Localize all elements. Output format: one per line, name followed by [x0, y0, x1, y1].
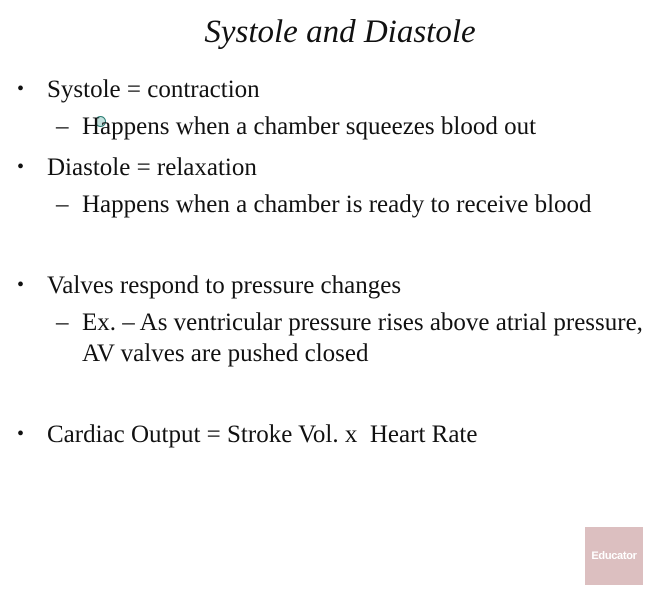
- spacer: [14, 378, 644, 418]
- sub-bullet-item: [14, 111, 644, 142]
- sub-bullet-dash: –: [56, 309, 69, 336]
- sub-bullet-item: [14, 307, 644, 369]
- sub-bullet-text: Happens when a chamber is ready to receive blood: [82, 191, 592, 218]
- bullet-text: Systole = contraction: [47, 76, 260, 103]
- bullet-item-valves: [14, 269, 644, 302]
- slide-title: Systole and Diastole: [204, 14, 476, 50]
- bullet-item-systole: [14, 73, 644, 106]
- bullet-text: Diastole = relaxation: [47, 154, 257, 181]
- bullet-text: Valves respond to pressure changes: [47, 272, 402, 299]
- educator-logo: [585, 527, 643, 585]
- sub-bullet-dash: –: [56, 191, 69, 218]
- bullet-dot-icon: •: [17, 423, 25, 445]
- sub-bullet-text: Happens when a chamber squeezes blood out: [82, 113, 537, 140]
- bullet-dot-icon: •: [17, 274, 25, 296]
- bullet-list: [14, 73, 644, 451]
- bullet-dot-icon: •: [17, 156, 25, 178]
- bullet-item-cardiac-output: [14, 418, 644, 451]
- bullet-item-diastole: [14, 151, 644, 184]
- sub-bullet-dash: –: [56, 113, 69, 140]
- bullet-text: Cardiac Output = Stroke Vol. x Heart Rate: [47, 421, 478, 448]
- sub-bullet-text: Ex. – As ventricular pressure rises above atrial pressure, AV valves are pushed closed: [82, 309, 643, 367]
- sub-bullet-item: [14, 189, 644, 220]
- bullet-dot-icon: •: [17, 78, 25, 100]
- educator-logo-text: Educator: [591, 550, 637, 562]
- spacer: [14, 229, 644, 269]
